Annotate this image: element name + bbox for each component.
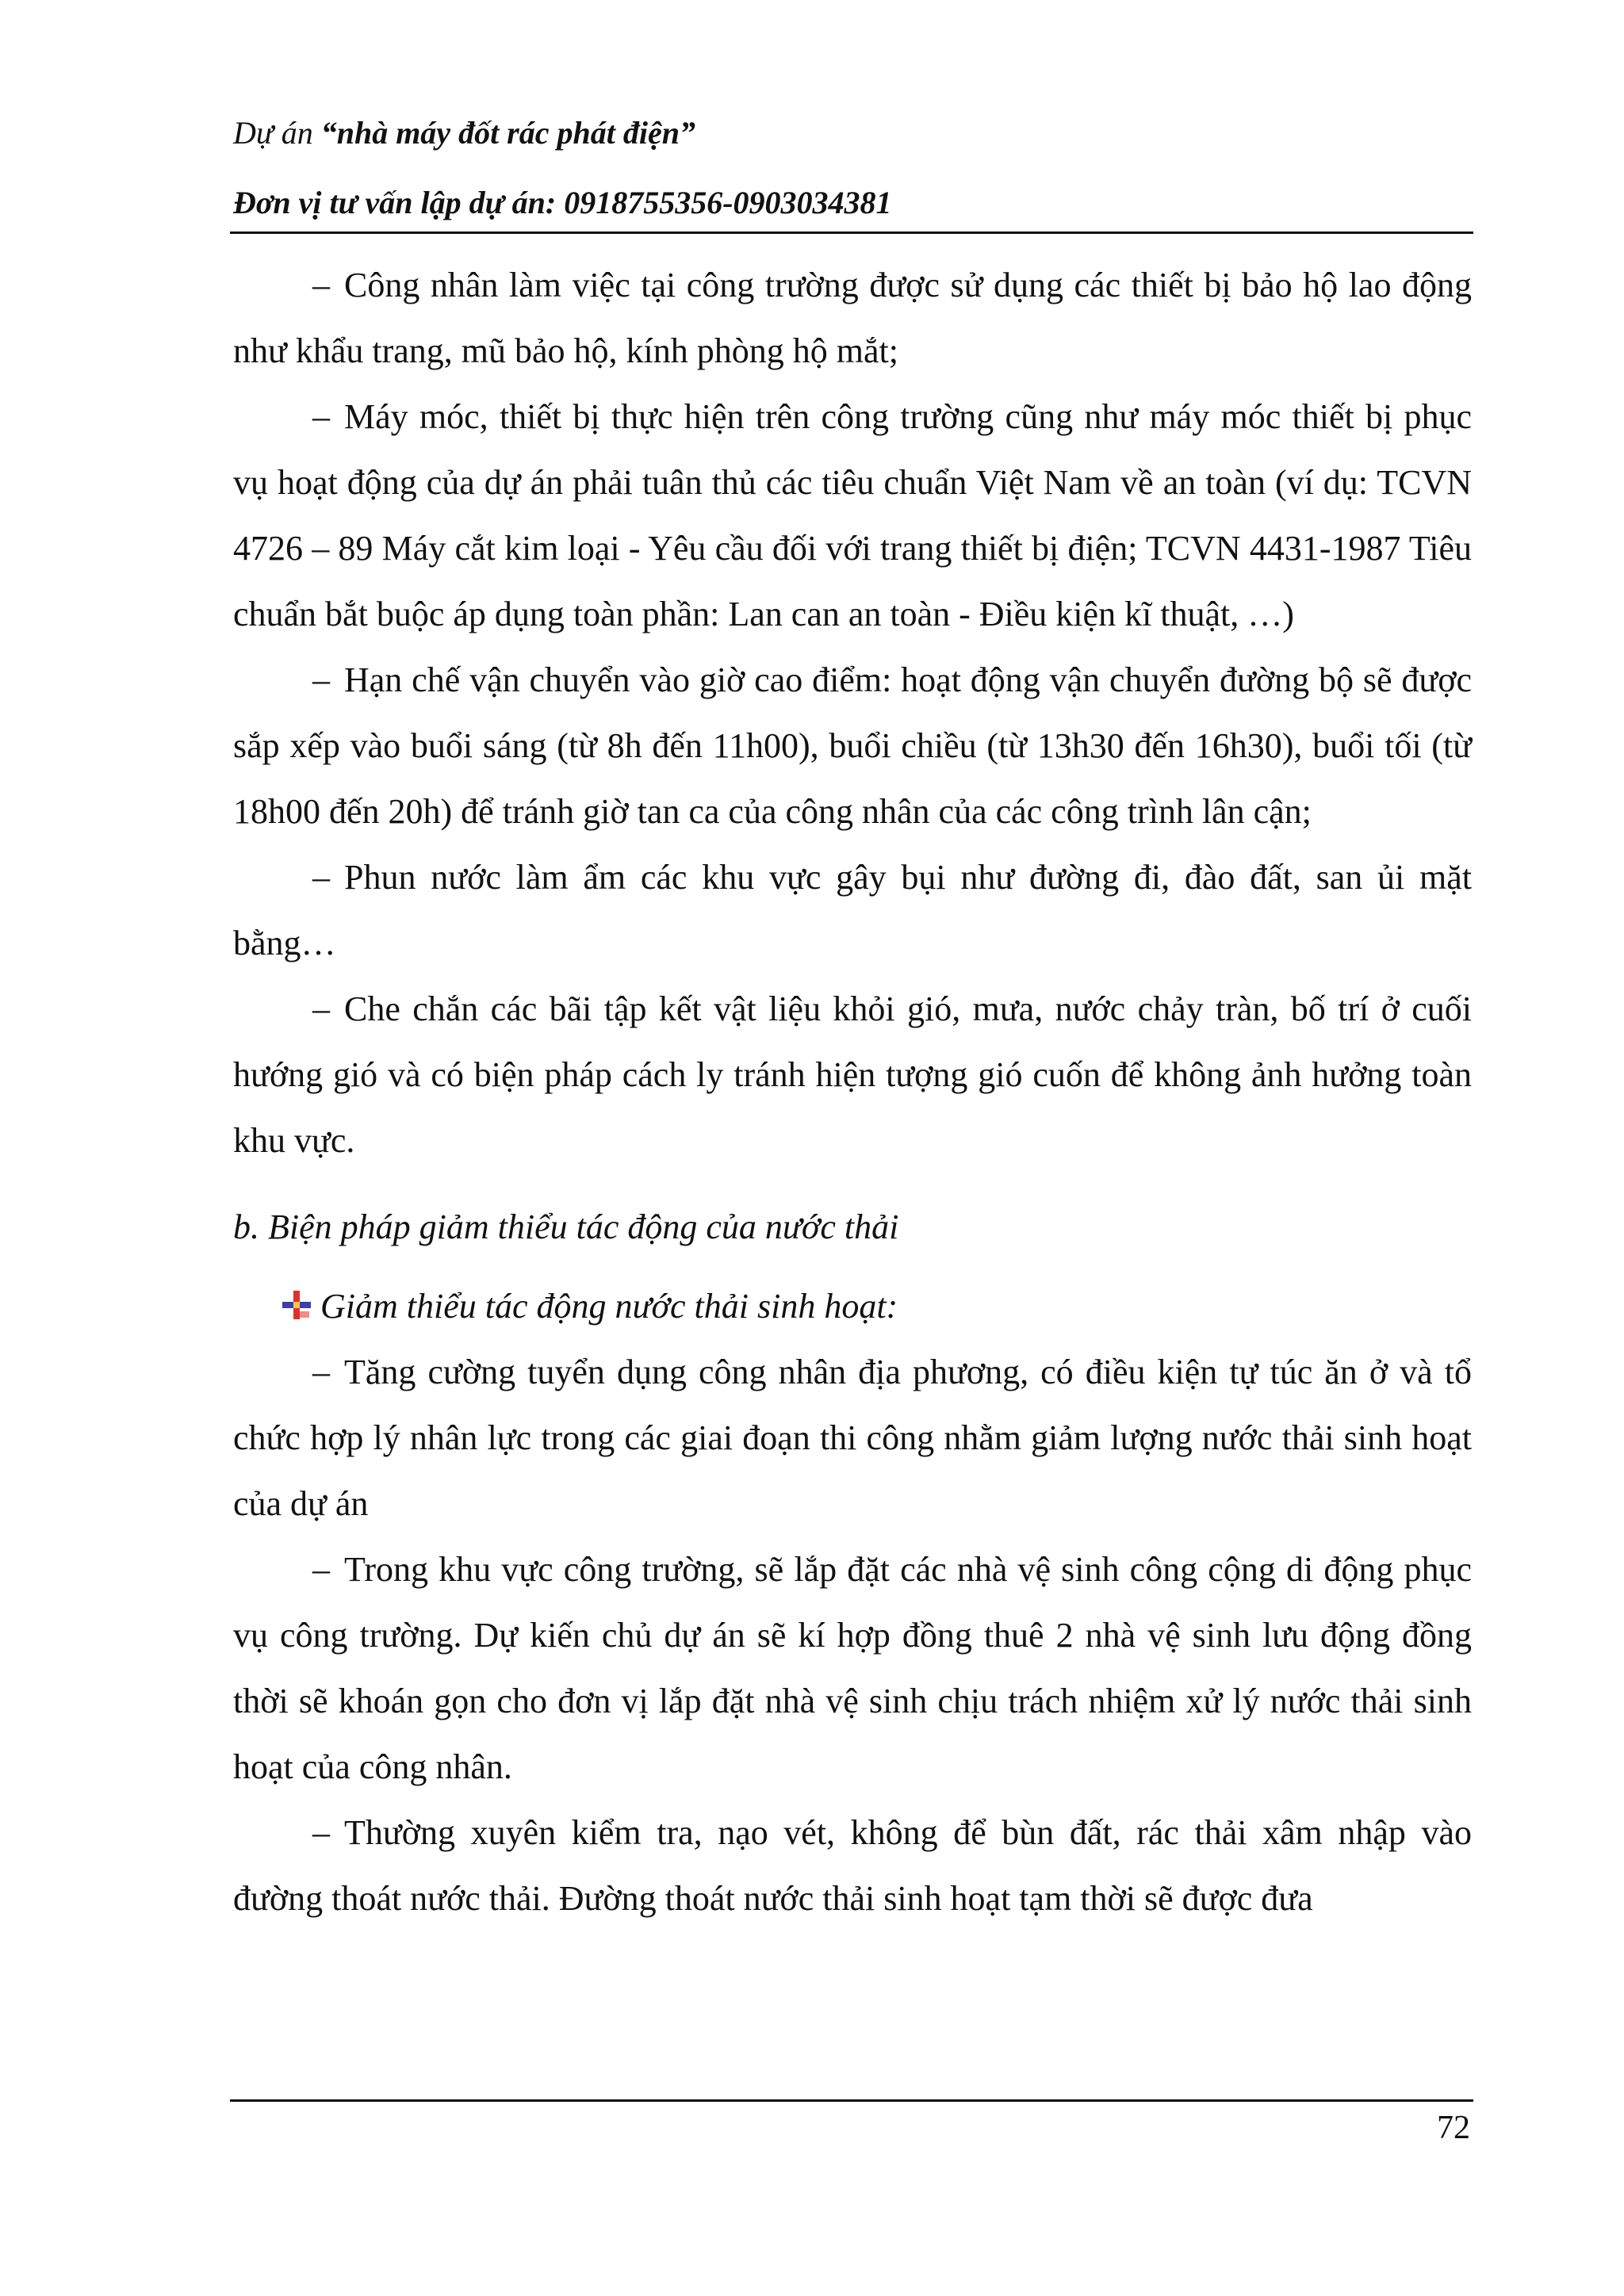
dash-marker: – xyxy=(312,660,330,699)
paragraph-material-cover xyxy=(233,976,1472,1173)
paragraph-text: Máy móc, thiết bị thực hiện trên công trường cũng như máy móc thiết bị phục vụ hoạt động của dự án phải tuân thủ các tiêu chuẩn Việt Nam về an toàn (ví dụ: TCVN 4726 – 89 Máy cắt kim loại - Yêu cầu đối với trang thiết bị điện; TCVN 4431-1987 Tiêu chuẩn bắt buộc áp dụng toàn phần: Lan can an toàn - Điều kiện kĩ thuật, …) xyxy=(233,397,1472,633)
dash-marker: – xyxy=(312,1550,330,1589)
footer-divider xyxy=(230,2099,1473,2102)
paragraph-text: Phun nước làm ẩm các khu vực gây bụi như đường đi, đào đất, san ủi mặt bằng… xyxy=(233,858,1472,962)
page-header xyxy=(233,111,1473,225)
paragraph-text: Thường xuyên kiểm tra, nạo vét, không để bùn đất, rác thải xâm nhập vào đường thoát nước thải. Đường thoát nước thải sinh hoạt tạm thời sẽ được đưa xyxy=(233,1813,1472,1918)
paragraph-text: Trong khu vực công trường, sẽ lắp đặt các nhà vệ sinh công cộng di động phục vụ công trường. Dự kiến chủ dự án sẽ kí hợp đồng thuê 2 nhà vệ sinh lưu động đồng thời sẽ khoán gọn cho đơn vị lắp đặt nhà vệ sinh chịu trách nhiệm xử lý nước thải sinh hoạt của công nhân. xyxy=(233,1550,1472,1786)
paragraph-peak-hours xyxy=(233,647,1472,844)
paragraph-drain-inspection xyxy=(233,1800,1472,1931)
project-title-prefix: Dự án xyxy=(233,115,321,151)
dash-marker: – xyxy=(312,266,330,304)
paragraph-text: Công nhân làm việc tại công trường được sử dụng các thiết bị bảo hộ lao động như khẩu trang, mũ bảo hộ, kính phòng hộ mắt; xyxy=(233,266,1472,370)
sub-heading xyxy=(233,1273,1472,1339)
paragraph-protective-equipment xyxy=(233,252,1472,384)
paragraph-text: Che chắn các bãi tập kết vật liệu khỏi gió, mưa, nước chảy tràn, bố trí ở cuối hướng gió và có biện pháp cách ly tránh hiện tượng gió cuốn để không ảnh hưởng toàn khu vực. xyxy=(233,989,1472,1160)
section-heading: b. Biện pháp giảm thiểu tác động của nước thải xyxy=(233,1207,899,1246)
header-divider xyxy=(230,232,1473,234)
dash-marker: – xyxy=(312,989,330,1028)
dash-marker: – xyxy=(312,397,330,436)
project-title: “nhà máy đốt rác phát điện” xyxy=(320,115,695,151)
document-body xyxy=(233,252,1472,1931)
sub-heading-text: Giảm thiểu tác động nước thải sinh hoạt: xyxy=(320,1287,898,1326)
dash-marker: – xyxy=(312,1353,330,1391)
paragraph-text: Hạn chế vận chuyển vào giờ cao điểm: hoạt động vận chuyển đường bộ sẽ được sắp xếp vào buổi sáng (từ 8h đến 11h00), buổi chiều (từ 13h30 đến 16h30), buổi tối (từ 18h00 đến 20h) để tránh giờ tan ca của công nhân của các công trình lân cận; xyxy=(233,660,1472,831)
paragraph-mobile-toilets xyxy=(233,1536,1472,1800)
dash-marker: – xyxy=(312,1813,330,1852)
paragraph-local-workers xyxy=(233,1339,1472,1536)
consultant-line: Đơn vị tư vấn lập dự án: 0918755356-0903034381 xyxy=(233,185,892,220)
plus-arrow-bullet-icon xyxy=(281,1289,312,1321)
project-title-line xyxy=(233,111,1473,155)
paragraph-water-spraying xyxy=(233,844,1472,976)
dash-marker: – xyxy=(312,858,330,897)
paragraph-machine-standards xyxy=(233,384,1472,647)
paragraph-text: Tăng cường tuyển dụng công nhân địa phương, có điều kiện tự túc ăn ở và tổ chức hợp lý nhân lực trong các giai đoạn thi công nhằm giảm lượng nước thải sinh hoạt của dự án xyxy=(233,1353,1472,1523)
page-number: 72 xyxy=(1437,2110,1470,2146)
